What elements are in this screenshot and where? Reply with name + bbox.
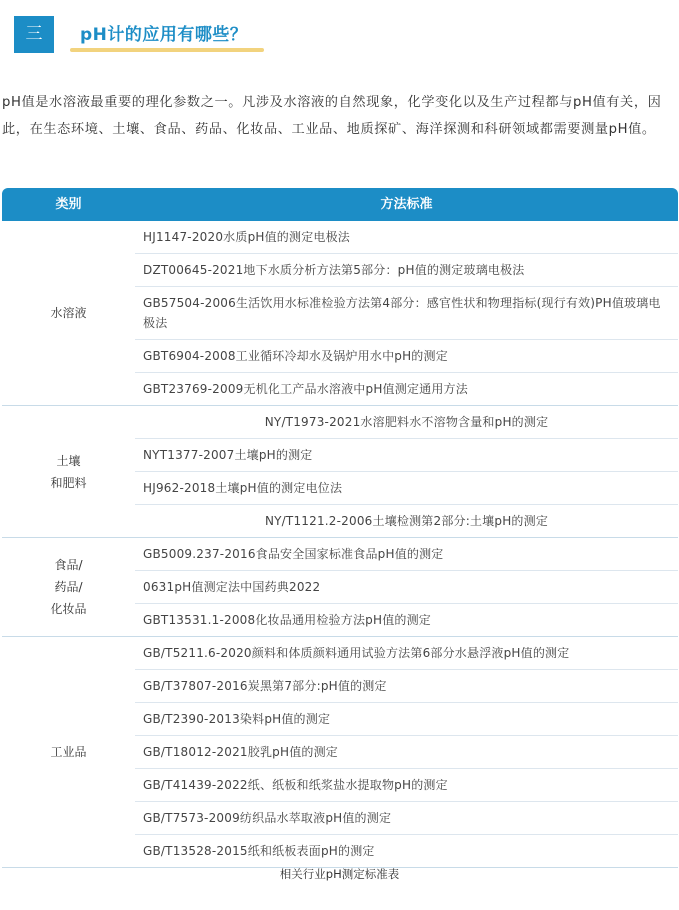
category-label: 水溶液 (50, 306, 87, 320)
intro-paragraph: pH值是水溶液最重要的理化参数之一。凡涉及水溶液的自然现象，化学变化以及生产过程都与pH值有关，因此，在生态环境、土壤、食品、药品、化妆品、工业品、地质探矿、海洋探测和科研领域都需要测量pH值。 (2, 95, 662, 137)
table-group (2, 221, 678, 406)
table-row: GBT6904-2008工业循环冷却水及锅炉用水中pH的测定 (135, 340, 678, 373)
table-group (2, 637, 678, 868)
category-label: 和肥料 (50, 475, 87, 490)
table-row: GBT23769-2009无机化工产品水溶液中pH值测定通用方法 (143, 382, 468, 396)
table-row: NY/T1121.2-2006土壤检测第2部分:土壤pH的测定 (264, 514, 549, 528)
category-label: 药品/ (54, 580, 83, 594)
table-row: GB/T37807-2016炭黑第7部分:pH值的测定 (135, 670, 678, 703)
category-cell (2, 406, 135, 537)
table-row: NY/T1973-2021水溶肥料水不溶物含量和pH的测定 (135, 406, 678, 439)
standards-table (2, 188, 678, 868)
table-row: GB/T7573-2009纺织品水萃取液pH值的测定 (135, 802, 678, 835)
category-label: 工业品 (50, 745, 87, 759)
category-label: 化妆品 (50, 602, 87, 616)
category-cell (2, 637, 135, 867)
category-label: 食品/ (54, 558, 83, 572)
category-label: 土壤 (56, 453, 81, 468)
table-row: GBT13531.1-2008化妆品通用检验方法pH值的测定 (143, 613, 431, 627)
table-row: 0631pH值测定法中国药典2022 (135, 571, 678, 604)
table-row: GB57504-2006生活饮用水标准检验方法第4部分：感官性状和物理指标(现行有效)PH值玻璃电极法 (135, 287, 678, 340)
table-row: GB/T2390-2013染料pH值的测定 (135, 703, 678, 736)
title-underline (70, 48, 264, 52)
header-standard: 方法标准 (380, 197, 433, 212)
section-title: pH计的应用有哪些？ (80, 25, 248, 45)
table-row: GB/T5211.6-2020颜料和体质颜料通用试验方法第6部分水悬浮液pH值的测定 (135, 637, 678, 670)
table-caption: 相关行业pH测定标准表 (279, 867, 400, 881)
table-row: GB/T13528-2015纸和纸板表面pH的测定 (143, 844, 375, 858)
header-category: 类别 (55, 197, 82, 212)
table-row: GB/T18012-2021胶乳pH值的测定 (135, 736, 678, 769)
table-row: GB/T41439-2022纸、纸板和纸浆盐水提取物pH的测定 (135, 769, 678, 802)
category-cell (2, 221, 135, 405)
table-header (2, 188, 678, 221)
table-row: HJ1147-2020水质pH值的测定电极法 (135, 221, 678, 254)
table-group (2, 406, 678, 538)
section-header (14, 16, 274, 56)
table-row: NYT1377-2007土壤pH的测定 (135, 439, 678, 472)
table-row: GB5009.237-2016食品安全国家标准食品pH值的测定 (135, 538, 678, 571)
table-row: HJ962-2018土壤pH值的测定电位法 (135, 472, 678, 505)
table-row: DZT00645-2021地下水质分析方法第5部分：pH值的测定玻璃电极法 (135, 254, 678, 287)
table-group (2, 538, 678, 637)
category-cell (2, 538, 135, 636)
section-number-badge: 三 (14, 16, 54, 53)
